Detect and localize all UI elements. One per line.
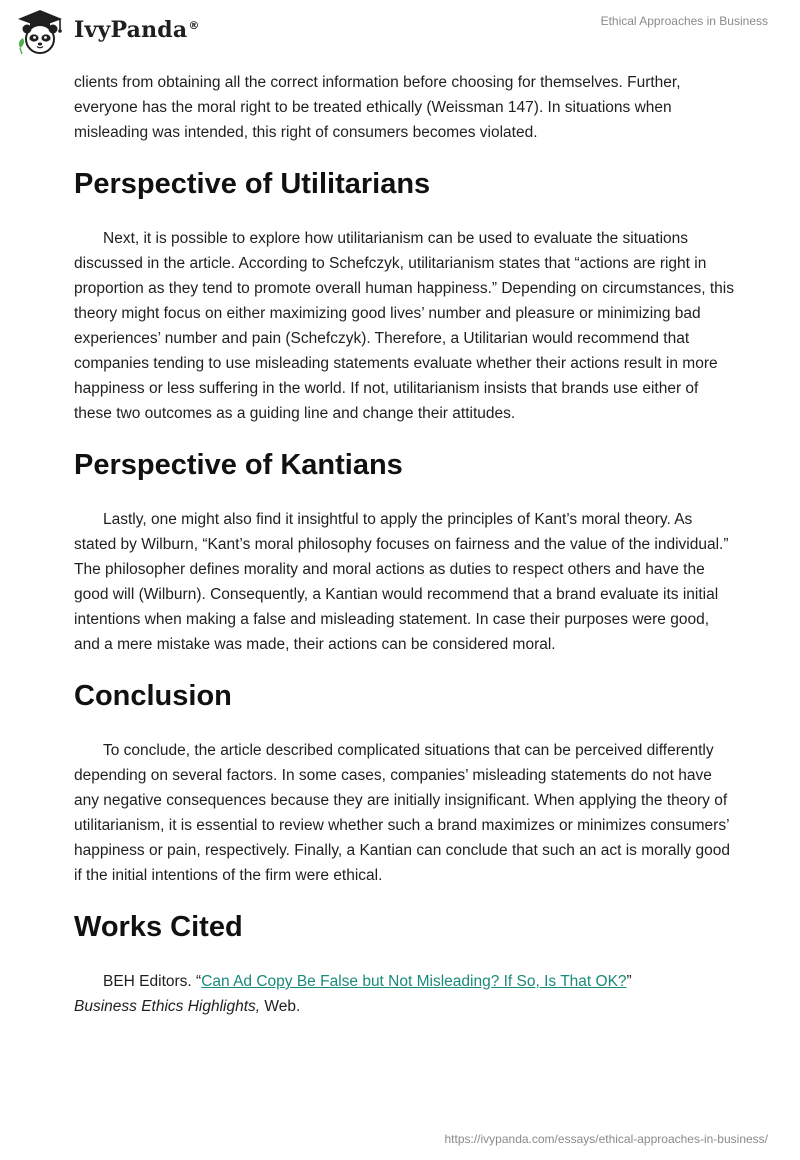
citation-entry bbox=[74, 969, 734, 1019]
heading-utilitarians: Perspective of Utilitarians bbox=[74, 168, 431, 200]
heading-conclusion: Conclusion bbox=[74, 680, 232, 712]
essay-content bbox=[74, 70, 734, 1019]
heading-works-cited: Works Cited bbox=[74, 911, 243, 943]
ivypanda-logo[interactable] bbox=[14, 8, 200, 56]
running-title: Ethical Approaches in Business bbox=[600, 14, 768, 28]
paragraph-conclusion: To conclude, the article described complicated situations that can be perceived differently depending on several factors. In some cases, companies’ misleading statements do not have any negative consequences because they are initially insignificant. When applying the theory of utilitarianism, it is essential to review whether such a brand maximizes or minimizes consumers’ happiness or pain, respectively. Finally, a Kantian can conclude that such an act is morally good if the initial intentions of the firm were ethical. bbox=[74, 742, 730, 884]
panda-graduate-icon bbox=[14, 8, 66, 56]
page-url[interactable]: https://ivypanda.com/essays/ethical-approaches-in-business/ bbox=[444, 1132, 768, 1146]
heading-kantians: Perspective of Kantians bbox=[74, 449, 403, 481]
citation-source: Business Ethics Highlights, bbox=[74, 998, 261, 1015]
page-header bbox=[0, 0, 800, 70]
intro-paragraph: clients from obtaining all the correct information before choosing for themselves. Further, everyone has the moral right to be treated ethically (Weissman 147). In situations when misleading was intended, this right of consumers becomes violated. bbox=[74, 74, 681, 141]
brand-name: IvyPanda® bbox=[74, 17, 200, 43]
citation-link[interactable]: Can Ad Copy Be False but Not Misleading? If So, Is That OK? bbox=[201, 973, 627, 990]
paragraph-kantians: Lastly, one might also find it insightful to apply the principles of Kant’s moral theory. As stated by Wilburn, “Kant’s moral philosophy focuses on fairness and the value of the individual.” The philosopher defines morality and moral actions as duties to respect others and have the good will (Wilburn). Consequently, a Kantian would recommend that a brand evaluate its initial intentions when making a false and misleading statement. In case their purposes were good, and a mere mistake was made, their actions can be considered moral. bbox=[74, 511, 729, 653]
citation-close-quote: ” bbox=[626, 973, 632, 990]
paragraph-utilitarians: Next, it is possible to explore how utilitarianism can be used to evaluate the situations discussed in the article. According to Schefczyk, utilitarianism states that “actions are right in proportion as they tend to promote overall human happiness.” Depending on circumstances, this theory might focus on either maximizing good lives’ number and pleasure or minimizing bad experiences’ number and pain (Schefczyk). Therefore, a Utilitarian would recommend that companies tending to use misleading statements evaluate whether their actions result in more happiness or less suffering in the world. If not, utilitarianism insists that brands use either of these two outcomes as a guiding line and change their attitudes. bbox=[74, 230, 734, 422]
registered-mark: ® bbox=[188, 18, 200, 32]
citation-suffix: Web. bbox=[260, 998, 301, 1015]
citation-author: BEH Editors. “ bbox=[103, 973, 202, 990]
